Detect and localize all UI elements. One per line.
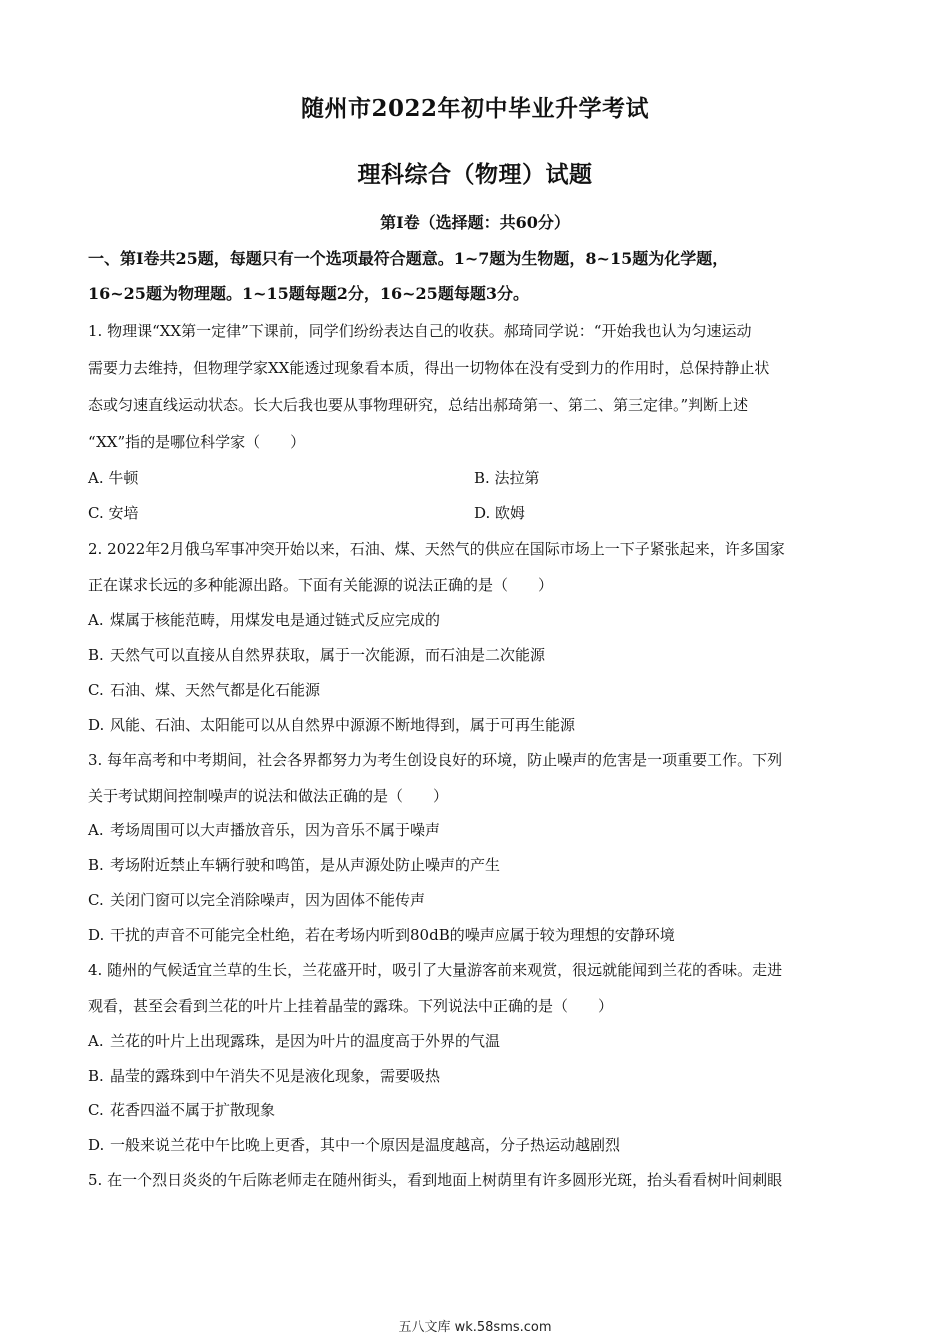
section-line: 一、第Ⅰ卷共25题，每题只有一个选项最符合题意。1~7题为生物题，8~15题为化学题， [88,249,729,268]
section-line: 16~25题为物理题。1~15题每题2分，16~25题每题3分。 [88,284,529,303]
option-key: A. [88,611,104,629]
question-3-line: 3. 每年高考和中考期间，社会各界都努力为考生创设良好的环境，防止噪声的危害是一项重要工作。下列 [88,751,783,769]
question-1-option-c[interactable]: C. 安培 [88,504,139,522]
option-text: 煤属于核能范畴，用煤发电是通过链式反应完成的 [110,611,441,629]
question-3-option-b[interactable] [88,854,500,876]
question-3-option-d[interactable] [88,924,675,946]
question-2-option-d[interactable] [88,714,575,736]
question-4-option-a[interactable] [88,1030,500,1052]
page-footer: 五八文库 wk.58sms.com [398,1320,552,1335]
option-key: D. [88,1136,105,1154]
option-key: A. [88,1032,104,1050]
option-text: 一般来说兰花中午比晚上更香，其中一个原因是温度越高，分子热运动越剧烈 [110,1136,621,1154]
option-key: B. [88,646,104,664]
option-text: 兰花的叶片上出现露珠，是因为叶片的温度高于外界的气温 [110,1032,501,1050]
question-1-option-d[interactable]: D. 欧姆 [474,504,526,522]
option-text: 干扰的声音不可能完全杜绝，若在考场内听到80dB的噪声应属于较为理想的安静环境 [110,926,675,944]
section-instructions [88,241,878,311]
question-4-option-b[interactable] [88,1065,440,1087]
question-1-line: “XX”指的是哪位科学家（ ） [88,433,306,451]
question-5-line: 5. 在一个烈日炎炎的午后陈老师走在随州街头，看到地面上树荫里有许多圆形光斑，抬头看看树叶间刺眼 [88,1171,783,1189]
volume-heading: 第Ⅰ卷（选择题：共60分） [380,213,570,232]
exam-title: 随州市2022年初中毕业升学考试 [300,95,649,122]
question-1-line: 态或匀速直线运动状态。长大后我也要从事物理研究，总结出郝琦第一、第二、第三定律。”判断上述 [88,396,749,414]
question-3-line: 关于考试期间控制噪声的说法和做法正确的是（ ） [88,787,449,805]
option-key: C. [88,891,104,909]
option-text: 晶莹的露珠到中午消失不见是液化现象，需要吸热 [110,1067,441,1085]
option-key: A. [88,821,104,839]
question-4-option-d[interactable] [88,1134,620,1156]
option-key: B. [88,1067,104,1085]
option-text: 花香四溢不属于扩散现象 [110,1101,276,1119]
option-key: C. [88,681,104,699]
exam-subtitle: 理科综合（物理）试题 [357,161,593,188]
question-1-line: 需要力去维持，但物理学家XX能透过现象看本质，得出一切物体在没有受到力的作用时，总保持静止状 [88,359,770,377]
option-text: 石油、煤、天然气都是化石能源 [110,681,321,699]
question-1-option-a[interactable]: A. 牛顿 [88,469,139,487]
question-2-option-b[interactable] [88,644,545,666]
option-key: B. [88,856,104,874]
question-2-line: 正在谋求长远的多种能源出路。下面有关能源的说法正确的是（ ） [88,576,554,594]
question-3-option-a[interactable] [88,819,440,841]
question-1-option-b[interactable]: B. 法拉第 [474,469,540,487]
option-text: 考场附近禁止车辆行驶和鸣笛，是从声源处防止噪声的产生 [110,856,501,874]
question-4-option-c[interactable] [88,1099,275,1121]
option-text: 考场周围可以大声播放音乐，因为音乐不属于噪声 [110,821,441,839]
option-text: 关闭门窗可以完全消除噪声，因为固体不能传声 [110,891,426,909]
question-2-option-c[interactable] [88,679,320,701]
question-2-option-a[interactable] [88,609,440,631]
question-2-line: 2. 2022年2月俄乌军事冲突开始以来，石油、煤、天然气的供应在国际市场上一下子紧张起来，许多国家 [88,540,785,558]
option-key: C. [88,1101,104,1119]
question-4-line: 观看，甚至会看到兰花的叶片上挂着晶莹的露珠。下列说法中正确的是（ ） [88,997,614,1015]
question-4-line: 4. 随州的气候适宜兰草的生长，兰花盛开时，吸引了大量游客前来观赏，很远就能闻到兰花的香味。走进 [88,961,783,979]
option-key: D. [88,926,105,944]
question-3-option-c[interactable] [88,889,425,911]
option-text: 风能、石油、太阳能可以从自然界中源源不断地得到，属于可再生能源 [110,716,576,734]
question-1-line: 1. 物理课“XX第一定律”下课前，同学们纷纷表达自己的收获。郝琦同学说：“开始我也认为匀速运动 [88,322,752,340]
option-text: 天然气可以直接从自然界获取，属于一次能源，而石油是二次能源 [110,646,546,664]
option-key: D. [88,716,105,734]
